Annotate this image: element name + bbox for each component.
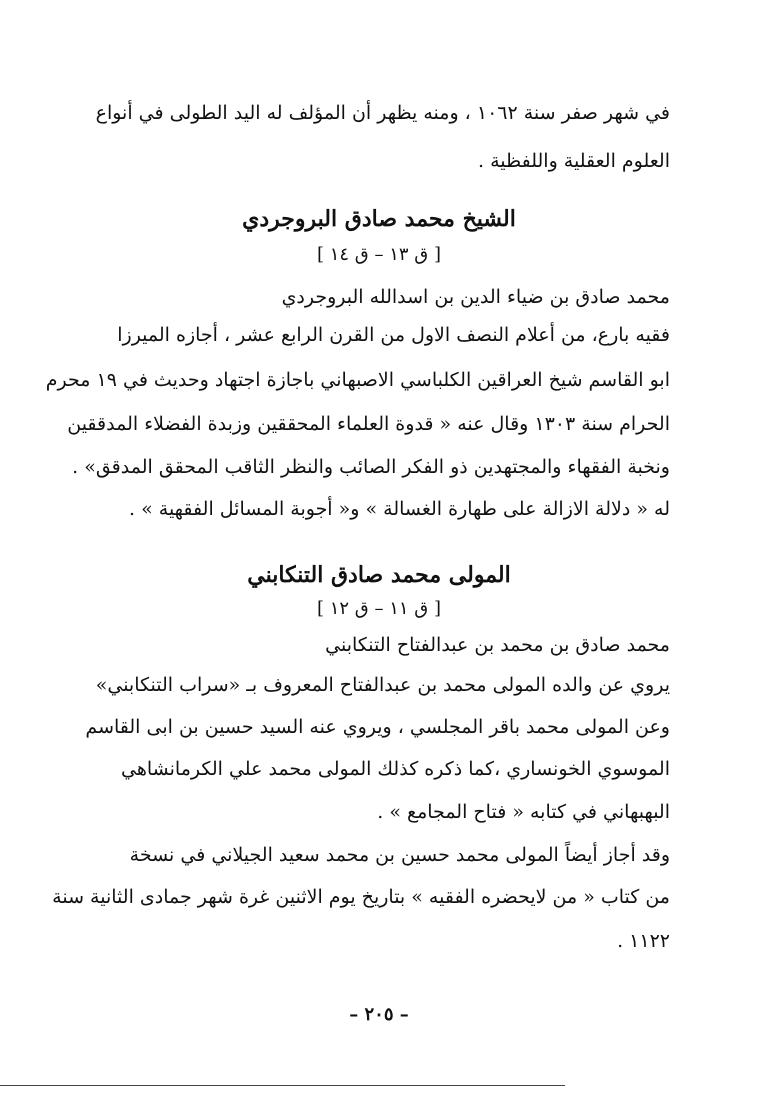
entry-1-fullname: محمد صادق بن ضياء الدين بن اسدالله البروجردي xyxy=(281,286,670,308)
entry-2-dates: [ ق ١١ – ق ١٢ ] xyxy=(316,598,441,619)
entry-2-line-6: من كتاب « من لايحضره الفقيه » بتاريخ يوم الاثنين غرة شهر جمادى الثانية سنة xyxy=(52,886,670,908)
entry-2-line-5: وقد أجاز أيضاً المولى محمد حسين بن محمد سعيد الجيلاني في نسخة xyxy=(129,844,670,866)
entry-1-line-2: ابو القاسم شيخ العراقين الكلباسي الاصبهاني باجازة اجتهاد وحديث في ١٩ محرم xyxy=(45,369,670,391)
entry-2-line-3: الموسوي الخونساري ،كما ذكره كذلك المولى محمد علي الكرمانشاهي xyxy=(121,758,670,780)
entry-1-line-5: له « دلالة الازالة على طهارة الغسالة » و« أجوبة المسائل الفقهية » . xyxy=(129,498,670,520)
entry-2-fullname: محمد صادق بن محمد بن عبدالفتاح التنكابني xyxy=(325,634,670,656)
intro-line-2: العلوم العقلية واللفظية . xyxy=(478,150,670,172)
intro-line-1: في شهر صفر سنة ١٠٦٢ ، ومنه يظهر أن المؤلف له اليد الطولى في أنواع xyxy=(95,102,670,124)
entry-1-heading: الشيخ محمد صادق البروجردي xyxy=(242,206,516,232)
entry-1-dates: [ ق ١٣ – ق ١٤ ] xyxy=(316,244,441,265)
entry-2-heading: المولى محمد صادق التنكابني xyxy=(247,562,511,588)
entry-2-line-7: ١١٢٢ . xyxy=(617,930,670,952)
entry-2-line-2: وعن المولى محمد باقر المجلسي ، ويروي عنه السيد حسين بن ابى القاسم xyxy=(85,716,670,738)
footer-rule xyxy=(0,1085,565,1086)
entry-2-line-4: البهبهاني في كتابه « فتاح المجامع » . xyxy=(377,801,670,823)
page-number: – ٢٠٥ – xyxy=(349,1004,409,1025)
entry-1-line-3: الحرام سنة ١٣٠٣ وقال عنه « قدوة العلماء المحققين وزبدة الفضلاء المدققين xyxy=(67,413,670,435)
entry-1-line-1: فقيه بارع، من أعلام النصف الاول من القرن الرابع عشر ، أجازه الميرزا xyxy=(117,324,670,346)
entry-1-line-4: ونخبة الفقهاء والمجتهدين ذو الفكر الصائب والنظر الثاقب المحقق المدقق» . xyxy=(72,456,670,478)
entry-2-line-1: يروي عن والده المولى محمد بن عبدالفتاح المعروف بـ «سراب التنكابني» xyxy=(95,674,670,696)
